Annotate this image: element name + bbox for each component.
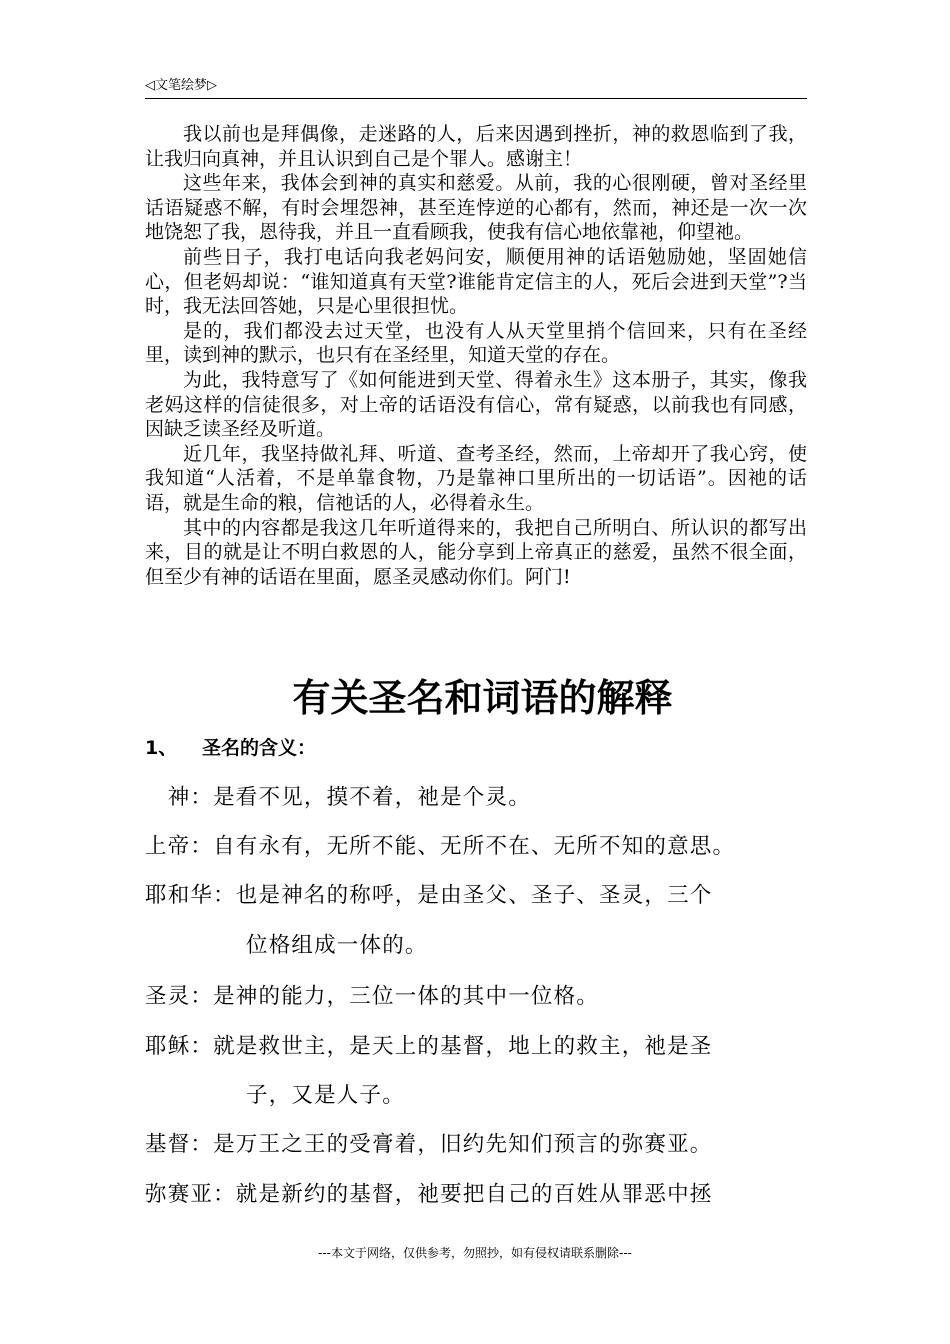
intro-paragraph-3: 前些日子，我打电话向我老妈问安，顺便用神的话语勉励她，坚固她信心，但老妈却说：“谁知道真有天堂?谁能肯定信主的人，死后会进到天堂”?当时，我无法回答她，只是心里很担忧。	[145, 245, 807, 318]
subsection-heading	[145, 731, 316, 765]
section-title: 有关圣名和词语的解释	[292, 676, 673, 720]
intro-paragraph-5: 为此，我特意写了《如何能进到天堂、得着永生》这本册子，其实，像我老妈这样的信徒很多，对上帝的话语没有信心，常有疑惑，以前我也有同感，因缺乏读圣经及听道。	[145, 368, 807, 441]
intro-paragraph-6: 近几年，我坚持做礼拜、听道、查考圣经，然而，上帝却开了我心窍，使我知道“人活着，不是单靠食物，乃是靠神口里所出的一切话语”。因祂的话语，就是生命的粮，信祂话的人，必得着永生。	[145, 442, 807, 514]
intro-paragraph-1: 我以前也是拜偶像，走迷路的人，后来因遇到挫折，神的救恩临到了我，让我归向真神，并且认识到自己是个罪人。感谢主！	[145, 123, 807, 170]
intro-text	[145, 122, 807, 589]
subsection-number: 1、	[145, 737, 178, 759]
definition-jehovah-continued: 位格组成一体的。	[246, 933, 428, 958]
definition-shangdi: 上帝：自有永有，无所不能、无所不在、无所不知的意思。	[145, 834, 736, 859]
intro-paragraph-7: 其中的内容都是我这几年听道得来的，我把自己所明白、所认识的都写出来，目的就是让不明白救恩的人，能分享到上帝真正的慈爱，虽然不很全面，但至少有神的话语在里面，愿圣灵感动你们。阿门!	[145, 516, 807, 588]
subsection-title: 圣名的含义：	[202, 737, 317, 759]
definition-jesus-continued: 子，又是人子。	[246, 1083, 405, 1108]
definition-holy-spirit: 圣灵：是神的能力，三位一体的其中一位格。	[145, 984, 600, 1009]
definition-jesus: 耶稣：就是救世主，是天上的基督，地上的救主，祂是圣	[145, 1034, 713, 1059]
header-divider	[145, 98, 807, 99]
document-header: ◁文笔绘梦▷	[145, 78, 217, 93]
intro-paragraph-4: 是的，我们都没去过天堂，也没有人从天堂里捎个信回来，只有在圣经里，读到神的默示，也只有在圣经里，知道天堂的存在。	[145, 319, 807, 367]
intro-paragraph-2: 这些年来，我体会到神的真实和慈爱。从前，我的心很刚硬，曾对圣经里话语疑惑不解，有时会埋怨神，甚至连悖逆的心都有，然而，神还是一次一次地饶恕了我，恩待我，并且一直看顾我，使我有信心地依靠祂，仰望祂。	[145, 172, 807, 244]
definition-god: 神：是看不见，摸不着，祂是个灵。	[145, 785, 531, 810]
definition-messiah: 弥赛亚：就是新约的基督，祂要把自己的百姓从罪恶中拯	[145, 1182, 713, 1207]
definition-christ: 基督：是万王之王的受膏着，旧约先知们预言的弥赛亚。	[145, 1132, 713, 1157]
definition-jehovah: 耶和华：也是神名的称呼，是由圣父、圣子、圣灵，三个	[145, 883, 713, 908]
footer-disclaimer: ---本文于网络，仅供参考，勿照抄，如有侵权请联系删除---	[318, 1246, 632, 1260]
